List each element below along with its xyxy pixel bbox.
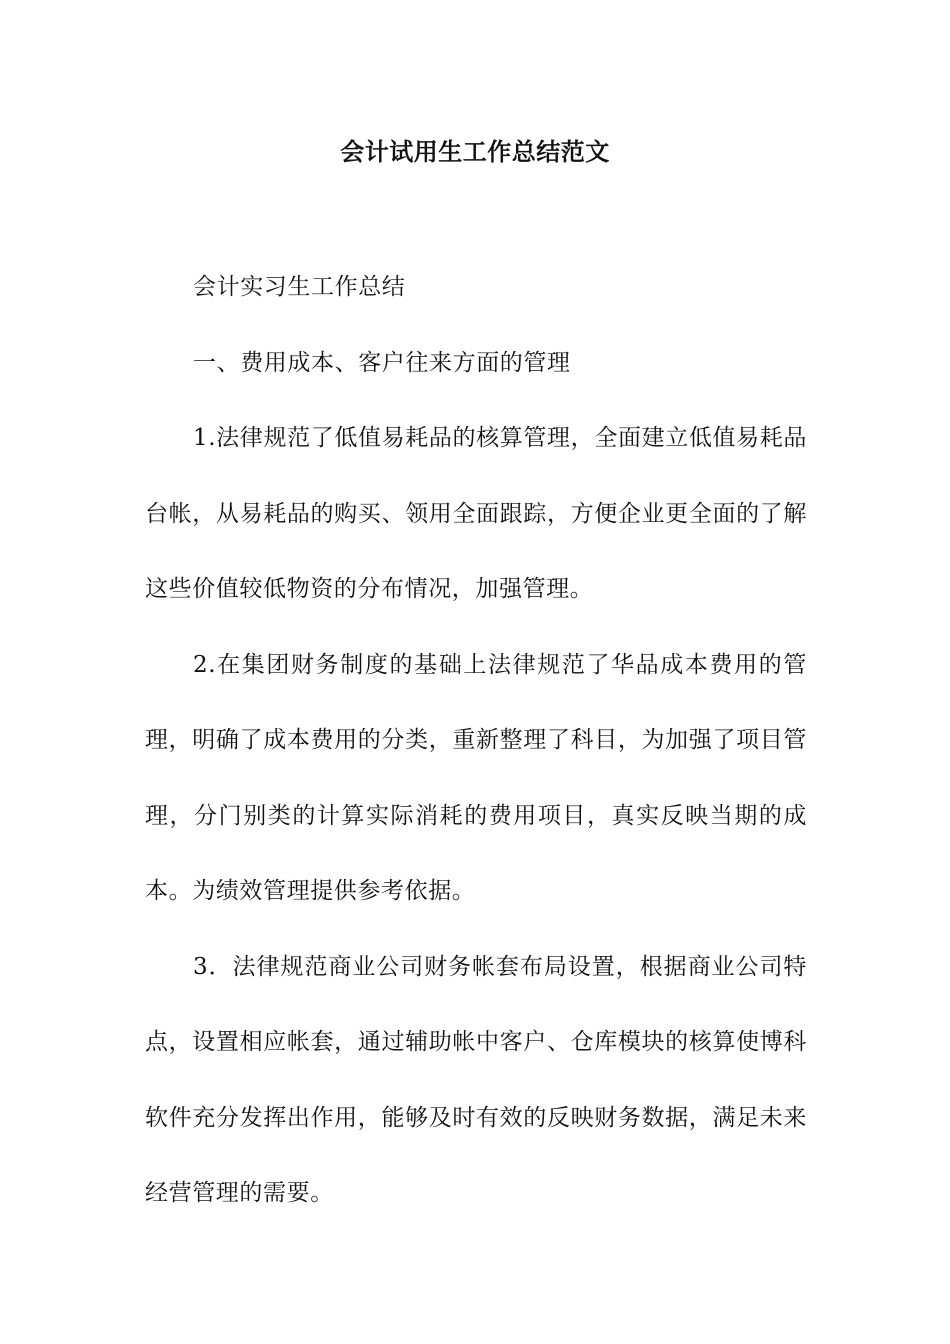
- paragraph-item-2: 2.在集团财务制度的基础上法律规范了华品成本费用的管理，明确了成本费用的分类，重新整理了科目，为加强了项目管理，分门别类的计算实际消耗的费用项目，真实反映当期的成本。为绩效管理提供参考依据。: [145, 651, 807, 904]
- paragraph-section-heading: 一、费用成本、客户往来方面的管理: [193, 349, 571, 376]
- document-title: 会计试用生工作总结范文: [340, 138, 610, 166]
- document-body: [145, 250, 807, 1232]
- paragraph-item-1: 1.法律规范了低值易耗品的核算管理，全面建立低值易耗品台帐，从易耗品的购买、领用全面跟踪，方便企业更全面的了解这些价值较低物资的分布情况，加强管理。: [145, 425, 807, 602]
- paragraph-heading: 会计实习生工作总结: [193, 274, 406, 300]
- paragraph-item-3: 3．法律规范商业公司财务帐套布局设置，根据商业公司特点，设置相应帐套，通过辅助帐中客户、仓库模块的核算使博科软件充分发挥出作用，能够及时有效的反映财务数据，满足未来经营管理的需要。: [145, 953, 807, 1206]
